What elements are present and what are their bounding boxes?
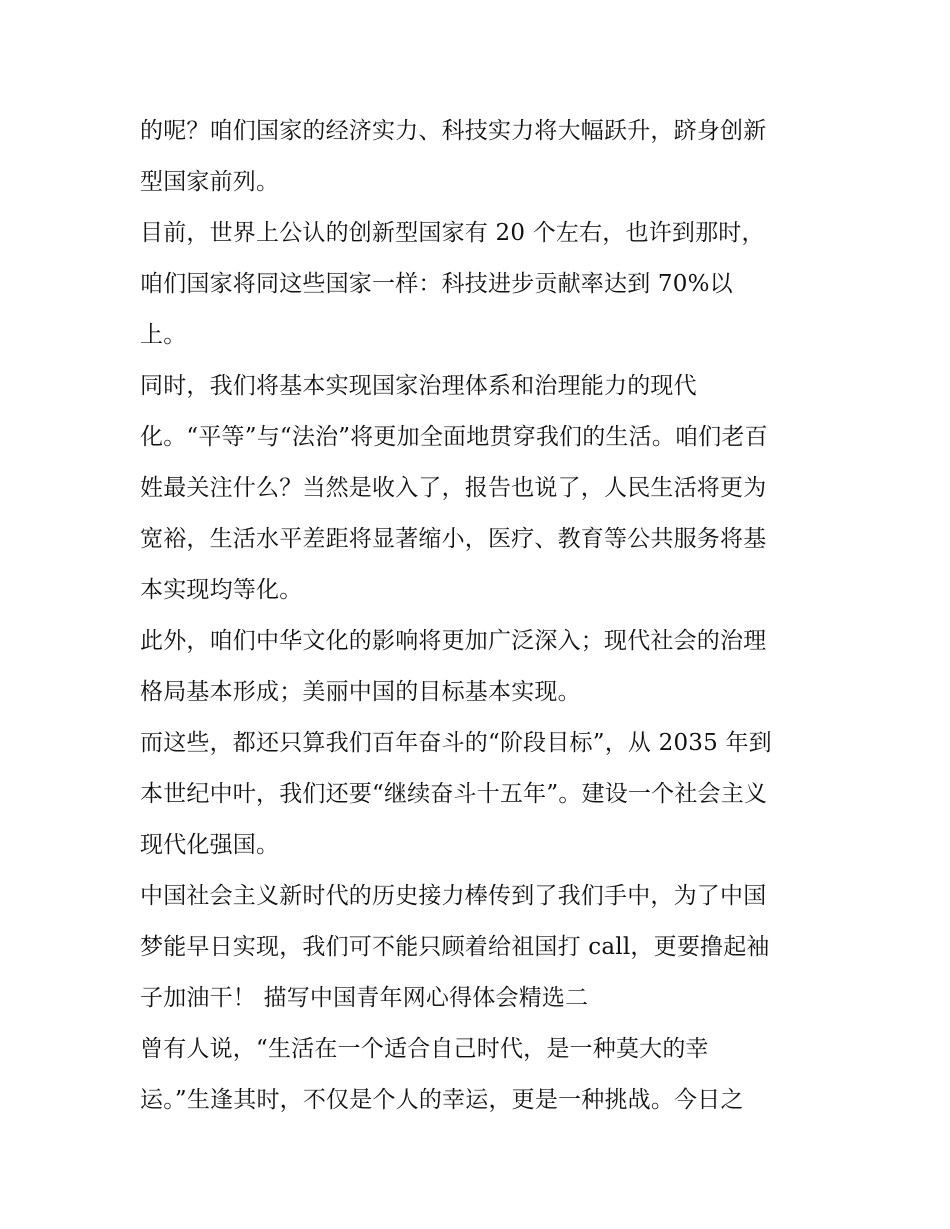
text-line: 姓最关注什么？当然是收入了，报告也说了，人民生活将更为 [140,475,767,501]
text-line: 上。 [140,322,187,348]
text-line: 现代化强国。 [140,832,280,858]
text-line: 宽裕，生活水平差距将显著缩小，医疗、教育等公共服务将基 [140,526,767,552]
text-line: 本世纪中叶，我们还要“继续奋斗十五年”。建设一个社会主义 [140,781,768,807]
text-line: 子加油干！ 描写中国青年网心得体会精选二 [140,985,589,1011]
text-line: 型国家前列。 [140,169,280,195]
text-line: 的呢？咱们国家的经济实力、科技实力将大幅跃升，跻身创新 [140,118,767,144]
text-line: 中国社会主义新时代的历史接力棒传到了我们手中，为了中国 [140,883,767,909]
text-line: 而这些，都还只算我们百年奋斗的“阶段目标”，从 2035 年到 [140,730,772,756]
document-body [140,106,830,1126]
text-line: 咱们国家将同这些国家一样：科技进步贡献率达到 70%以 [140,271,733,297]
text-line: 运。”生逢其时，不仅是个人的幸运，更是一种挑战。今日之 [140,1087,744,1113]
text-line: 格局基本形成；美丽中国的目标基本实现。 [140,679,581,705]
text-line: 此外，咱们中华文化的影响将更加广泛深入；现代社会的治理 [140,628,767,654]
text-line: 同时，我们将基本实现国家治理体系和治理能力的现代 [140,373,697,399]
text-line: 目前，世界上公认的创新型国家有 20 个左右，也许到那时， [140,220,765,246]
text-line: 本实现均等化。 [140,577,303,603]
text-line: 化。“平等”与“法治”将更加全面地贯穿我们的生活。咱们老百 [140,424,768,450]
text-line: 梦能早日实现，我们可不能只顾着给祖国打 call，更要撸起袖 [140,934,770,960]
text-line: 曾有人说，“生活在一个适合自己时代，是一种莫大的幸 [140,1036,709,1062]
